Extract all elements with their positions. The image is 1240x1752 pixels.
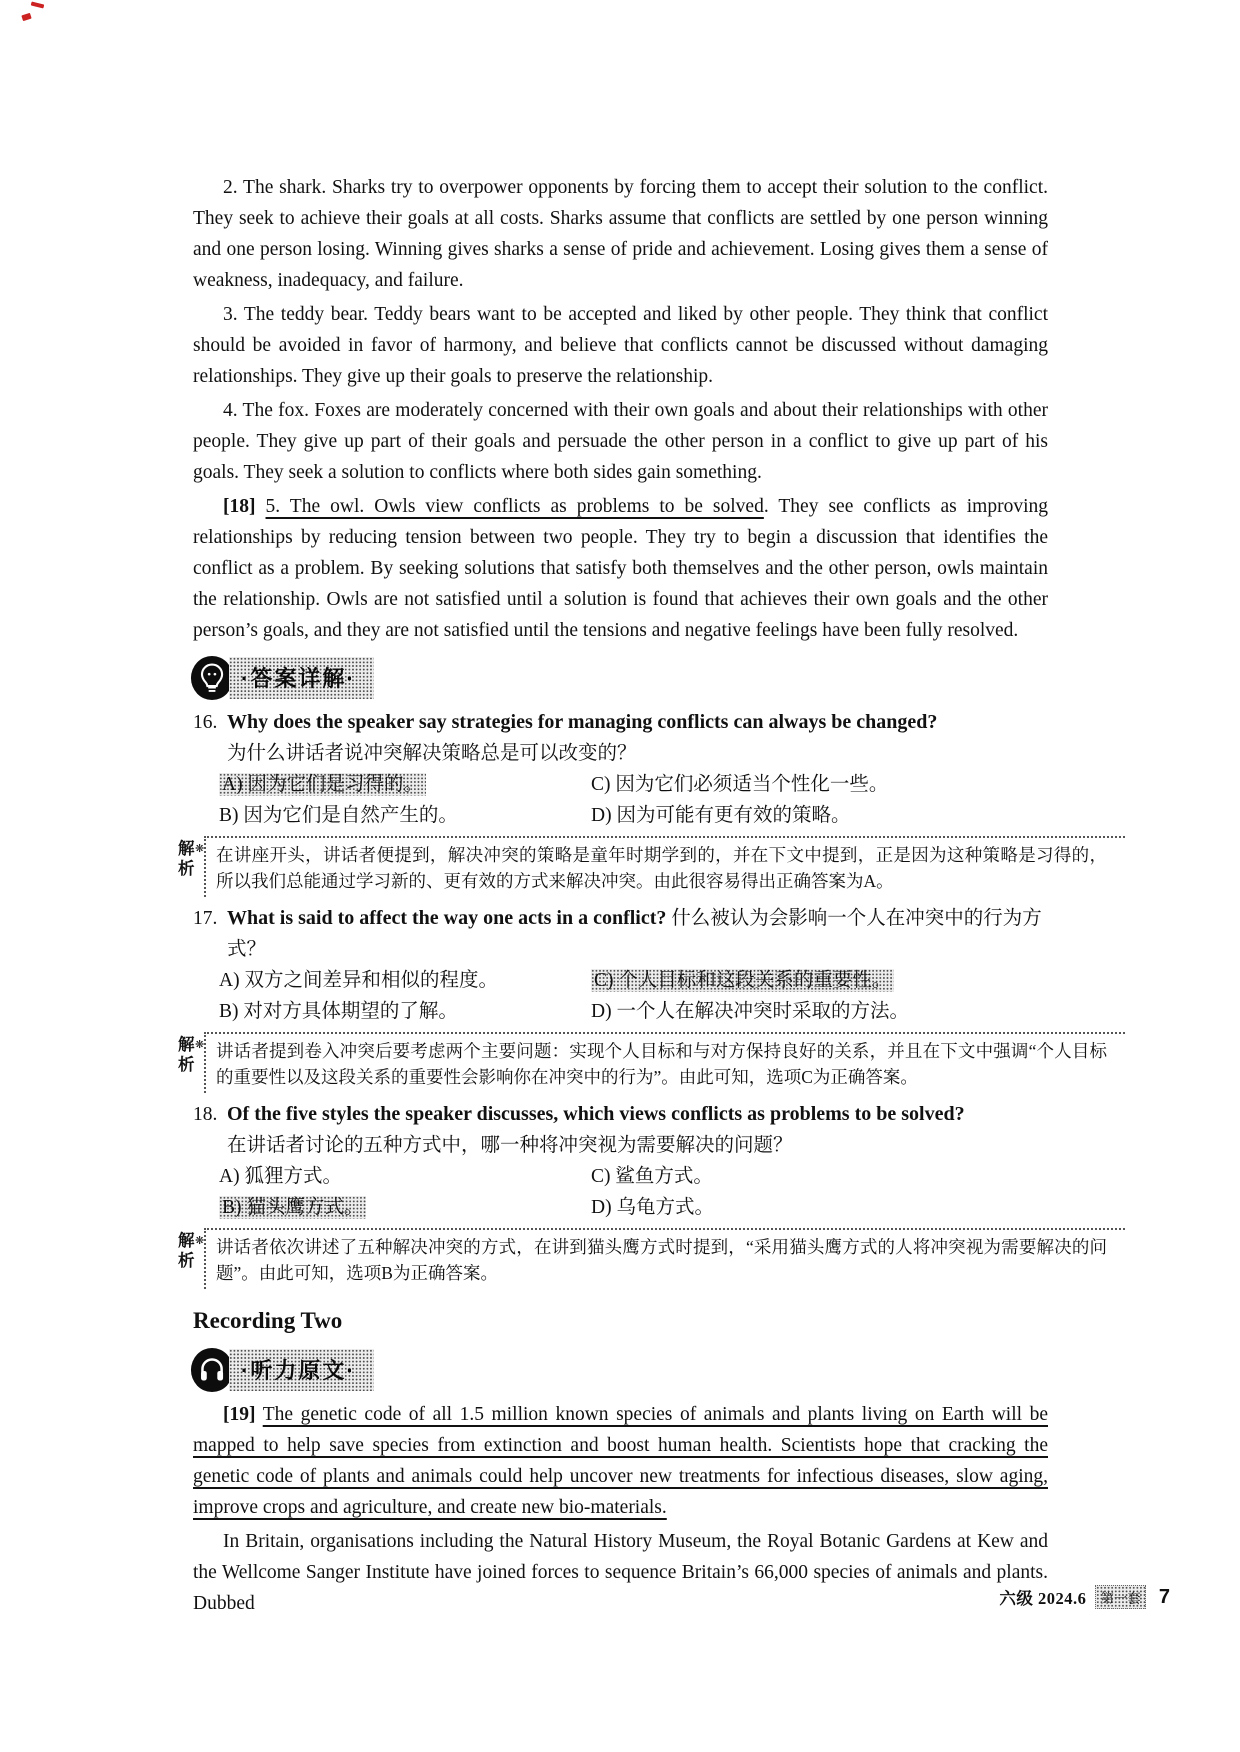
- page-footer: [999, 1585, 1170, 1609]
- option-d: [591, 1192, 1048, 1223]
- option-b: [219, 800, 591, 831]
- option-label: D): [591, 1001, 612, 1022]
- option-d: [591, 996, 1048, 1027]
- question-number: 18.: [193, 1104, 218, 1125]
- question-text-en: Why does the speaker say strategies for managing conflicts can always be changed?: [227, 711, 938, 733]
- analysis-label: 解析 ❋: [178, 1036, 205, 1074]
- answers-header-label: ·答案详解·: [229, 657, 374, 699]
- options-grid: [193, 965, 1048, 1027]
- options-grid: [193, 1161, 1048, 1223]
- flower-icon: ❋: [195, 1039, 205, 1051]
- option-text: 双方之间差异和相似的程度。: [244, 970, 498, 991]
- option-c: [591, 769, 1048, 800]
- option-c: [591, 965, 1048, 996]
- option-text: 因为可能有更有效的策略。: [616, 805, 851, 826]
- option-c: [591, 1161, 1048, 1192]
- transcript-paragraph-1: [193, 1399, 1048, 1523]
- option-label: B): [222, 1197, 242, 1218]
- question-16-line: [193, 707, 1048, 738]
- option-d: [591, 800, 1048, 831]
- passage-owl-rest: . They see conflicts as improving relationships by reducing tension between two people. They try to begin a discussion that identifies the conflict as a problem. By seeking solutions that satisfy both themselves and the other person, owls maintain the relationship. Owls are not satisfied until a solution is found that achieves their own goals and the other person’s goals, and they are not satisfied until the tensions and negative feelings have been fully resolved.: [193, 496, 1049, 641]
- option-label: A): [222, 774, 243, 795]
- analysis-row: [178, 1032, 1125, 1093]
- option-label: B): [219, 1001, 239, 1022]
- question-text-en: Of the five styles the speaker discusses, which views conflicts as problems to be solved?: [227, 1103, 965, 1125]
- option-text: 鲨鱼方式。: [615, 1166, 713, 1187]
- exam-edition-label: 六级 2024.6: [999, 1589, 1087, 1608]
- analysis-label: 解析 ❋: [178, 840, 205, 878]
- analysis-row: [178, 1228, 1125, 1289]
- answer-marker-19: [19]: [223, 1404, 256, 1425]
- option-label: D): [591, 805, 612, 826]
- passage-paragraph-teddy-bear: 3. The teddy bear. Teddy bears want to be accepted and liked by other people. They think that conflict should be avoided in favor of harmony, and believe that conflicts cannot be discussed without damaging relationships. They give up their goals to preserve the relationship.: [193, 304, 1048, 387]
- exam-set-badge: 第一套: [1095, 1585, 1146, 1609]
- option-text: 因为它们是自然产生的。: [243, 805, 458, 826]
- transcript-section-header: [190, 1346, 1048, 1394]
- option-label: A): [219, 1166, 240, 1187]
- option-label: B): [219, 805, 239, 826]
- page-content: [178, 172, 1107, 1622]
- underlined-transcript-text: The genetic code of all 1.5 million known species of animals and plants living on Earth will be mapped to help save species from extinction and boost human health. Scientists hope that cracking the genetic code of plants and animals could help uncover new treatments for infectious diseases, slow aging, improve crops and agriculture, and create new bio-materials.: [193, 1404, 1048, 1518]
- question-18-line: [193, 1099, 1048, 1130]
- option-text: 因为它们必须适当个性化一些。: [615, 774, 889, 795]
- question-16: [178, 707, 1107, 897]
- passage-paragraph-fox: 4. The fox. Foxes are moderately concerned with their own goals and about their relationships with other people. They give up part of their goals and persuade the other person in a conflict to give up part of his goals. They seek a solution to conflicts where both sides gain something.: [193, 400, 1048, 483]
- flower-icon: ❋: [195, 843, 205, 855]
- option-a: [219, 1161, 591, 1192]
- option-label: A): [219, 970, 240, 991]
- option-b: [219, 996, 591, 1027]
- question-number: 17.: [193, 908, 218, 929]
- option-label: C): [591, 774, 611, 795]
- passage-paragraph-owl: [193, 491, 1048, 646]
- page-number: 7: [1158, 1585, 1170, 1608]
- option-label: D): [591, 1197, 612, 1218]
- passage-paragraph-shark: 2. The shark. Sharks try to overpower opponents by forcing them to accept their solution to the conflict. They seek to achieve their goals at all costs. Sharks assume that conflicts are settled by one person winning and one person losing. Winning gives sharks a sense of pride and achievement. Losing gives them a sense of weakness, inadequacy, and failure.: [193, 177, 1048, 291]
- question-18: [178, 1099, 1107, 1289]
- transcript-header-label: ·听力原文·: [229, 1349, 374, 1391]
- question-17: [178, 903, 1107, 1093]
- question-text-zh: 在讲话者讨论的五种方式中，哪一种将冲突视为需要解决的问题？: [227, 1135, 793, 1156]
- option-text: 因为它们是习得的。: [247, 774, 423, 795]
- scan-artifact-red-mark: [21, 13, 31, 21]
- question-17-line: [193, 903, 1048, 965]
- question-text-zh: 什么被认为会影响一个人在冲突中的行为方式？: [227, 908, 1042, 960]
- flower-icon: ❋: [195, 1235, 205, 1247]
- option-label: C): [591, 1166, 611, 1187]
- option-text: 乌龟方式。: [616, 1197, 714, 1218]
- recording-two-title: Recording Two: [193, 1308, 343, 1333]
- option-a: [219, 769, 591, 800]
- option-a: [219, 965, 591, 996]
- question-number: 16.: [193, 712, 218, 733]
- scan-artifact-red-mark: [31, 1, 45, 8]
- analysis-text: 讲话者提到卷入冲突后要考虑两个主要问题：实现个人目标和与对方保持良好的关系，并且在下文中强调“个人目标的重要性以及这段关系的重要性会影响你在冲突中的行为”。由此可知，选项C为正确答案。: [204, 1032, 1125, 1093]
- answer-marker-18: [18]: [223, 496, 256, 517]
- option-label: C): [594, 970, 614, 991]
- analysis-text: 在讲座开头，讲话者便提到，解决冲突的策略是童年时期学到的，并在下文中提到，正是因为这种策略是习得的，所以我们总能通过学习新的、更有效的方式来解决冲突。由此很容易得出正确答案为A。: [204, 836, 1125, 897]
- analysis-text: 讲话者依次讲述了五种解决冲突的方式，在讲到猫头鹰方式时提到，“采用猫头鹰方式的人将冲突视为需要解决的问题”。由此可知，选项B为正确答案。: [204, 1228, 1125, 1289]
- question-text-zh: 为什么讲话者说冲突解决策略总是可以改变的？: [227, 743, 637, 764]
- options-grid: [193, 769, 1048, 831]
- analysis-label: 解析 ❋: [178, 1232, 205, 1270]
- underlined-key-sentence: 5. The owl. Owls view conflicts as problems to be solved: [265, 496, 764, 517]
- option-text: 狐狸方式。: [244, 1166, 342, 1187]
- option-text: 一个人在解决冲突时采取的方法。: [616, 1001, 909, 1022]
- option-text: 个人目标和这段关系的重要性。: [618, 970, 892, 991]
- option-text: 猫头鹰方式。: [246, 1197, 364, 1218]
- answers-section-header: [190, 654, 1048, 702]
- option-text: 对对方具体期望的了解。: [243, 1001, 458, 1022]
- question-text-en: What is said to affect the way one acts in a conflict?: [227, 907, 667, 929]
- transcript-paragraph-2: In Britain, organisations including the Natural History Museum, the Royal Botanic Gardens at Kew and the Wellcome Sanger Institute have joined forces to sequence Britain’s 66,000 species of animals and plants. Dubbed: [193, 1531, 1048, 1614]
- analysis-row: [178, 836, 1125, 897]
- option-b: [219, 1192, 591, 1223]
